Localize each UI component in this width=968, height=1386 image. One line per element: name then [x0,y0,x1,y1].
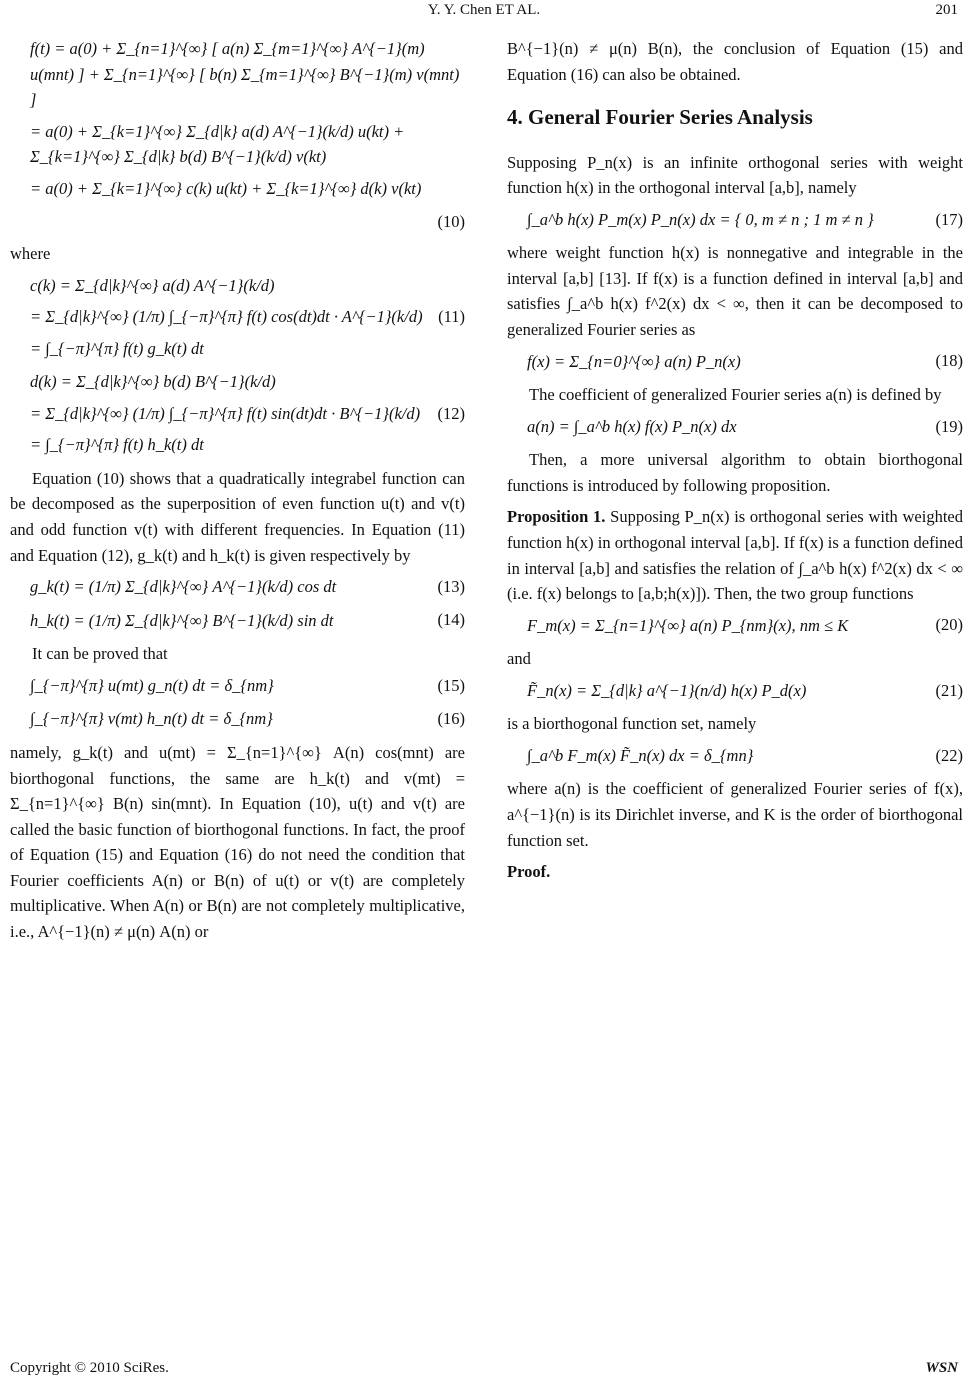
copyright-text: Copyright © 2010 SciRes. [10,1360,169,1376]
right-column [507,30,963,891]
equation-15 [10,673,465,699]
eq15-body: ∫_{−π}^{π} u(mt) g_n(t) dt = δ_{nm} [30,675,274,695]
eq22-number: (22) [935,745,963,765]
left-column [10,30,465,950]
and-label: and [507,649,531,669]
eq14-number: (14) [437,610,465,630]
eq13-number: (13) [437,577,465,597]
eq20-body: F_m(x) = Σ_{n=1}^{∞} a(n) P_{nm}(x), nm ≤ K [527,615,849,635]
equation-21 [507,678,963,704]
running-title: Y. Y. Chen ET AL. [427,2,541,18]
eq10-line-2: = a(0) + Σ_{k=1}^{∞} Σ_{d|k} a(d) A^{−1}(k/d) u(kt) + Σ_{k=1}^{∞} Σ_{d|k} b(d) B^{−1}(k/d) v(kt) [30,121,405,167]
paragraph-6: The coefficient of generalized Fourier series a(n) is defined by [529,385,942,405]
where-label: where [10,243,51,263]
paragraph-continued: B^{−1}(n) ≠ μ(n) B(n), the conclusion of Equation (15) and Equation (16) can also be obtained. [507,39,963,84]
equation-16 [10,706,465,732]
eq12-line-3: = ∫_{−π}^{π} f(t) h_k(t) dt [30,435,204,455]
page-footer [10,1360,958,1380]
paragraph-5: where weight function h(x) is nonnegative and integrable in the interval [a,b] [13]. If f(x) is a function defined in interval [a,b] and satisfies ∫_a^b h(x) f^2(x) dx < ∞, then it can be decomposed to generalized Fourier series as [507,243,963,340]
equation-17 [507,207,963,233]
equation-20 [507,613,963,639]
section-title: 4. General Fourier Series Analysis [507,105,813,130]
paragraph-9: is a biorthogonal function set, namely [507,714,757,734]
eq11-line-2: = Σ_{d|k}^{∞} (1/π) ∫_{−π}^{π} f(t) cos(dt)dt · A^{−1}(k/d) [30,307,423,327]
eq10-line-1: f(t) = a(0) + Σ_{n=1}^{∞} [ a(n) Σ_{m=1}^{∞} A^{−1}(m) u(mnt) ] + Σ_{n=1}^{∞} [ b(n) Σ_{m=1}^{∞} B^{−1}(m) v(mnt) ] [30,39,460,110]
equation-10 [10,36,465,201]
page-number: 201 [935,2,958,18]
paragraph-1: Equation (10) shows that a quadratically integrabel function can be decomposed as the superposition of even function u(t) and v(t) and odd function v(t) with different frequencies. In Equation (11) and Equation (12), g_k(t) and h_k(t) is given respectively by [10,468,465,565]
eq17-body: ∫_a^b h(x) P_m(x) P_n(x) dx = { 0, m ≠ n ; 1 m ≠ n } [527,209,874,229]
proposition-paragraph [507,504,963,606]
paragraph-7: Then, a more universal algorithm to obtain biorthogonal functions is introduced by following proposition. [507,450,963,495]
eq21-body: F̃_n(x) = Σ_{d|k} a^{−1}(n/d) h(x) P_d(x) [527,680,807,700]
eq17-number: (17) [935,209,963,229]
equation-22 [507,743,963,769]
eq11-number: (11) [438,307,465,327]
eq21-number: (21) [935,680,963,700]
equation-13 [10,574,465,600]
eq20-number: (20) [935,615,963,635]
eq15-number: (15) [437,675,465,695]
eq18-number: (18) [935,351,963,371]
paragraph-4: Supposing P_n(x) is an infinite orthogonal series with weight function h(x) in the orthogonal interval [a,b], namely [507,152,963,198]
eq16-body: ∫_{−π}^{π} v(mt) h_n(t) dt = δ_{nm} [30,709,273,729]
eq19-body: a(n) = ∫_a^b h(x) f(x) P_n(x) dx [527,416,737,436]
eq22-body: ∫_a^b F_m(x) F̃_n(x) dx = δ_{mn} [527,745,754,765]
eq10-number: (10) [437,212,465,232]
equation-14 [10,608,465,634]
eq16-number: (16) [437,709,465,729]
paragraph-2: It can be proved that [32,644,168,664]
paragraph-10: where a(n) is the coefficient of generalized Fourier series of f(x), a^{−1}(n) is its Dirichlet inverse, and K is the order of biorthogonal function set. [507,779,963,850]
eq12-line-1: d(k) = Σ_{d|k}^{∞} b(d) B^{−1}(k/d) [30,372,276,392]
paragraph-8: Supposing P_n(x) is orthogonal series with weighted function h(x) in orthogonal interval [a,b]. If f(x) is a function defined in interval [a,b] and satisfies the relation of ∫_a^b h(x) f^2(x) dx < ∞ (i.e. f(x) belongs to [a,b;h(x)]). Then, the two group functions [507,507,963,604]
proof-label: Proof. [507,862,551,882]
equation-11 [10,273,465,362]
proposition-label: Proposition 1. [507,507,606,527]
eq14-body: h_k(t) = (1/π) Σ_{d|k}^{∞} B^{−1}(k/d) sin dt [30,610,334,630]
eq11-line-3: = ∫_{−π}^{π} f(t) g_k(t) dt [30,338,204,358]
page-header [0,2,968,22]
eq19-number: (19) [935,416,963,436]
eq13-body: g_k(t) = (1/π) Σ_{d|k}^{∞} A^{−1}(k/d) cos dt [30,577,337,597]
journal-abbrev: WSN [925,1360,958,1376]
eq12-line-2: = Σ_{d|k}^{∞} (1/π) ∫_{−π}^{π} f(t) sin(dt)dt · B^{−1}(k/d) [30,403,421,423]
eq11-line-1: c(k) = Σ_{d|k}^{∞} a(d) A^{−1}(k/d) [30,275,275,295]
eq12-number: (12) [437,403,465,423]
equation-19 [507,414,963,440]
equation-18 [507,349,963,375]
eq18-body: f(x) = Σ_{n=0}^{∞} a(n) P_n(x) [527,351,741,371]
eq10-line-3: = a(0) + Σ_{k=1}^{∞} c(k) u(kt) + Σ_{k=1}^{∞} d(k) v(kt) [30,178,422,198]
equation-12 [10,369,465,458]
paragraph-3: namely, g_k(t) and u(mt) = Σ_{n=1}^{∞} A(n) cos(mnt) are biorthogonal functions, the same are h_k(t) and v(mt) = Σ_{n=1}^{∞} B(n) sin(mnt). In Equation (10), u(t) and v(t) are called the basic function of biorthogonal functions. In fact, the proof of Equation (15) and Equation (16) do not need the condition that Fourier coefficients A(n) or B(n) of u(t) or v(t) are completely multiplicative. When A(n) or B(n) are not completely multiplicative, i.e., A^{−1}(n) ≠ μ(n) A(n) or [10,742,465,941]
